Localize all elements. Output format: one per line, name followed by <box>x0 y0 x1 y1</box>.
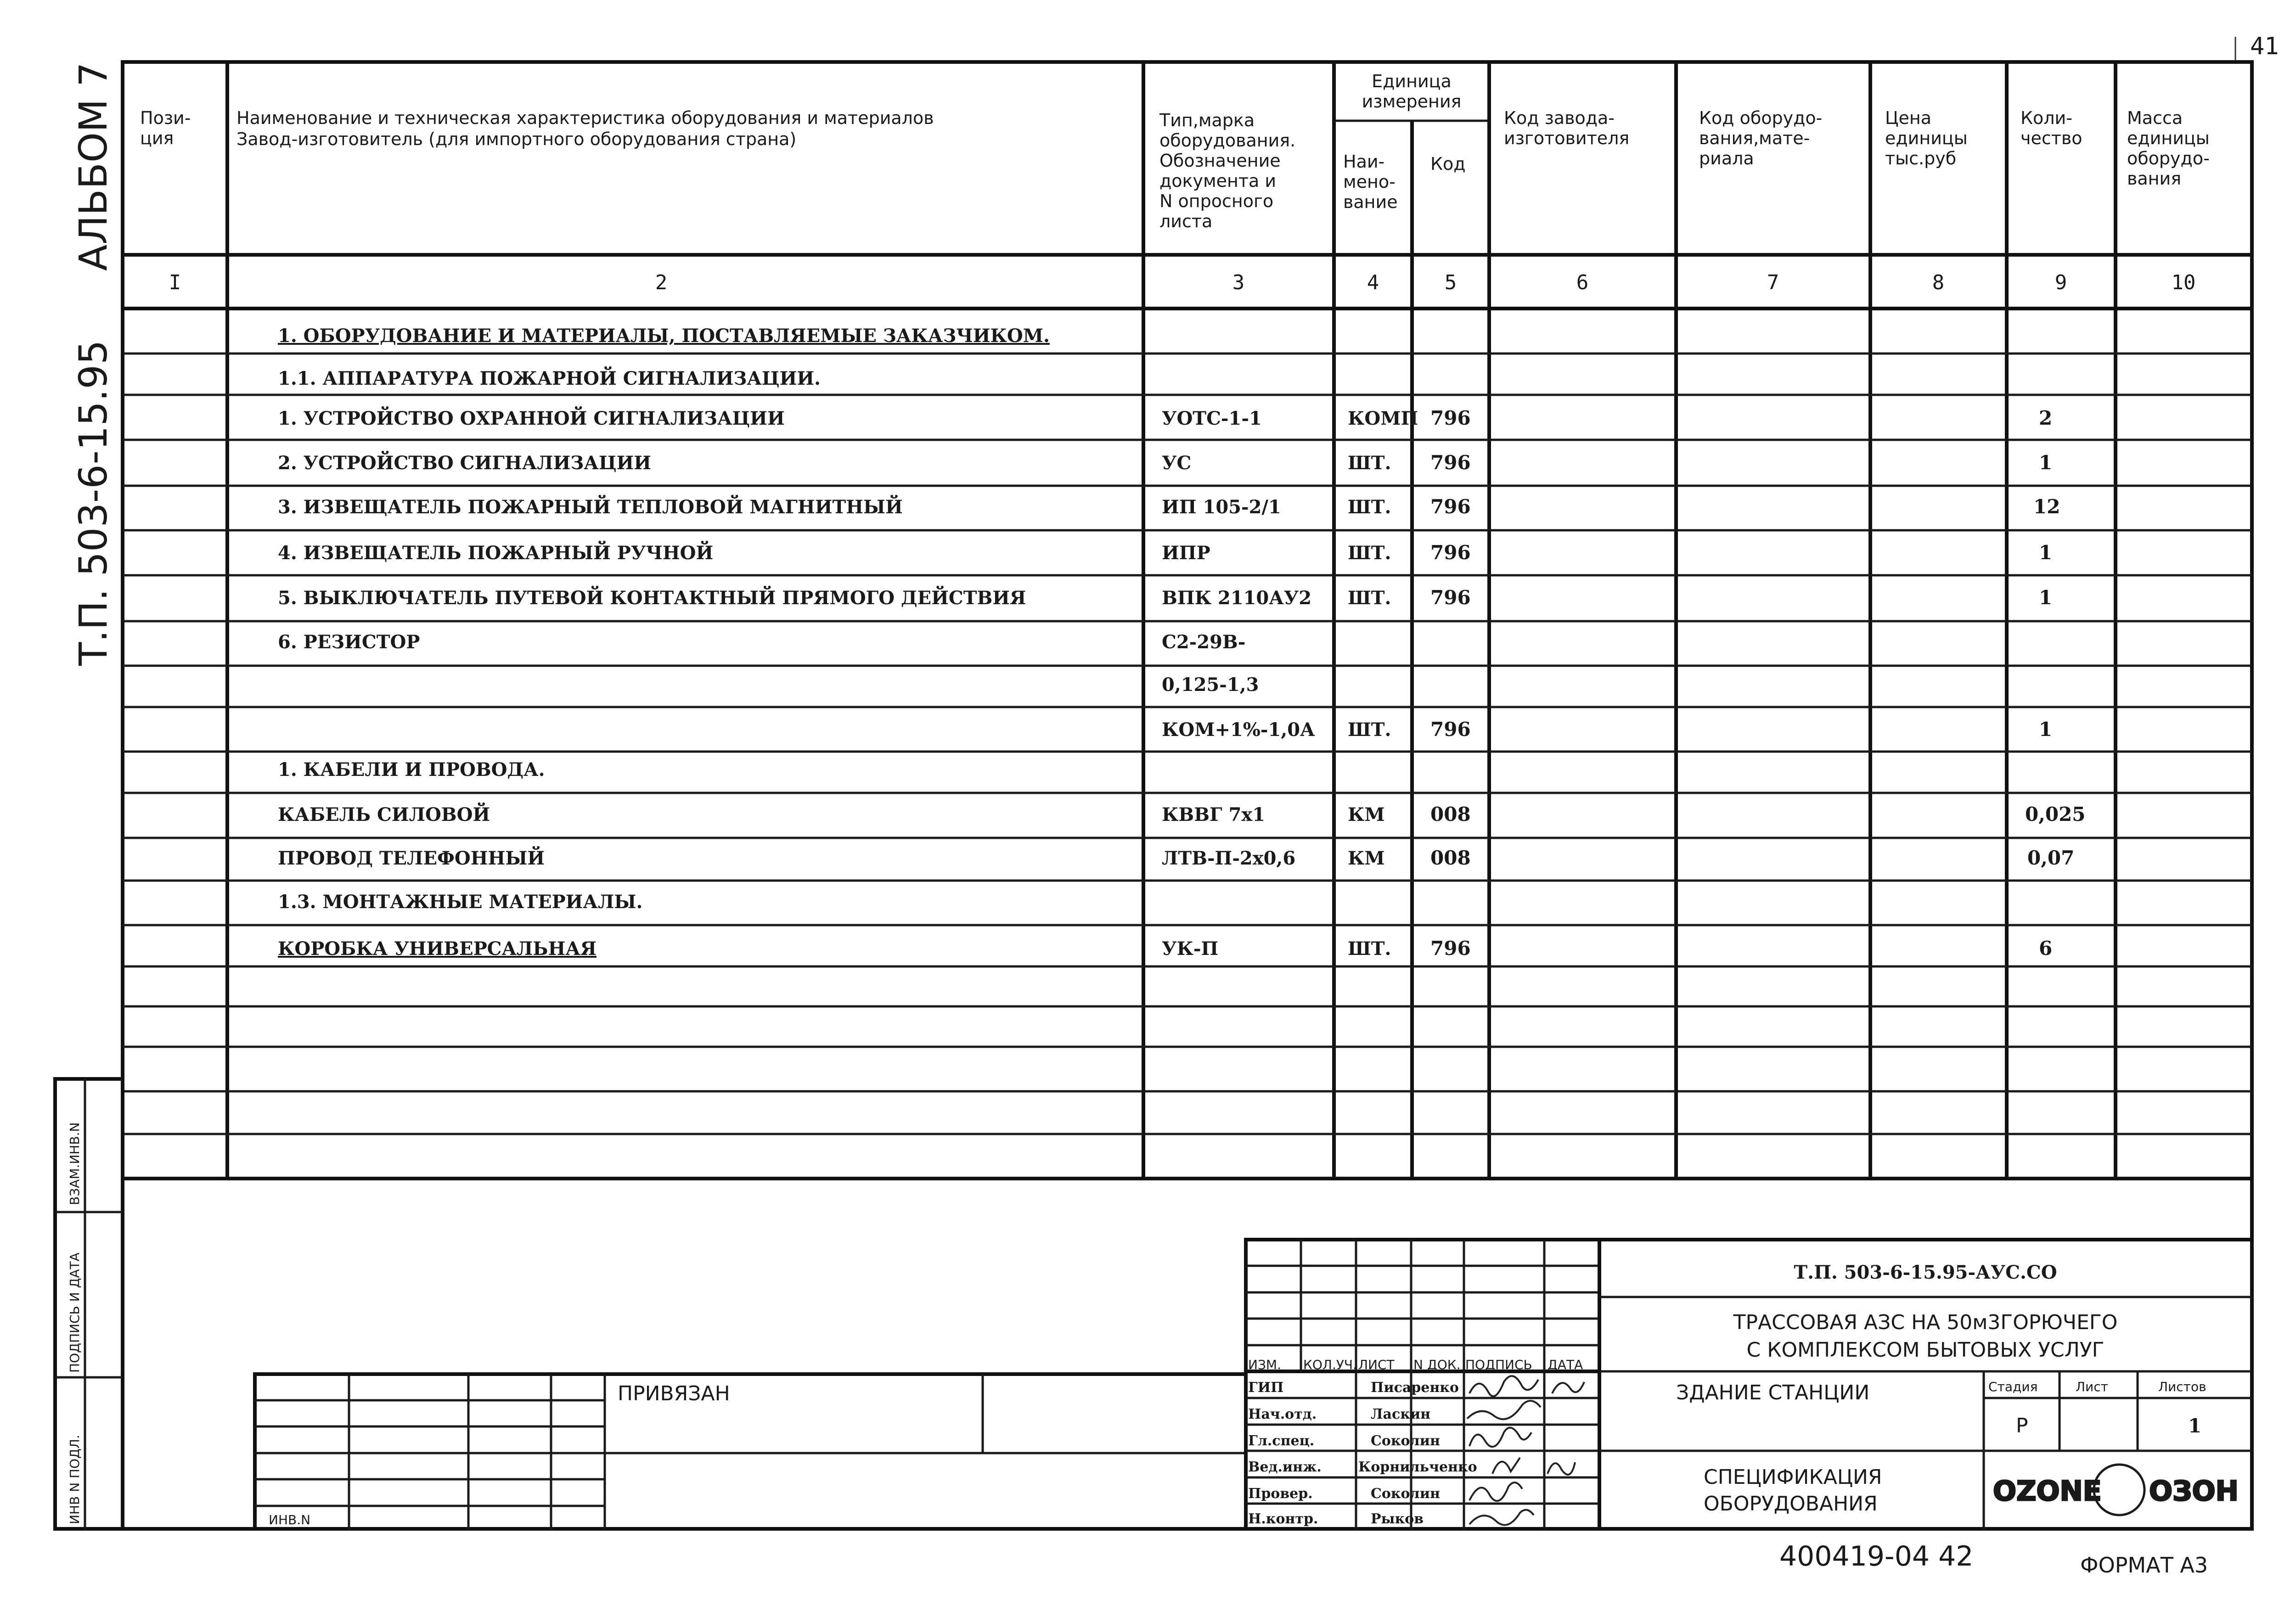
table-row <box>278 366 821 389</box>
building-name: ЗДАНИЕ СТАНЦИИ <box>1676 1381 1870 1404</box>
row-name: КАБЕЛЬ СИЛОВОЙ <box>278 804 490 825</box>
logo-left-text: OZONE <box>1993 1475 2102 1507</box>
logo-right-text: ОЗОН <box>2149 1475 2239 1507</box>
person-1: Писаренко <box>1371 1380 1459 1396</box>
table-header <box>140 71 2210 231</box>
stamp-podpis-data: ПОДПИСЬ И ДАТА <box>67 1252 82 1373</box>
col-label-list: ЛИСТ <box>1358 1357 1395 1372</box>
colnum-9: 9 <box>2054 271 2067 294</box>
col-label-kol-uch: КОЛ.УЧ. <box>1303 1357 1357 1372</box>
col-label-n-dok: N ДОК. <box>1413 1357 1461 1372</box>
role-prover: Провер. <box>1248 1486 1313 1502</box>
table-row <box>1162 718 2052 741</box>
header-unit-name: Наи-мено-вание <box>1343 152 1398 212</box>
signature-5 <box>1469 1482 1522 1501</box>
row-qty: 1 <box>2039 541 2053 564</box>
binding-block <box>255 1374 1246 1529</box>
role-gl-spec: Гл.спец. <box>1248 1433 1315 1449</box>
doc-name-line-1: СПЕЦИФИКАЦИЯ <box>1704 1465 1882 1489</box>
project-title-line-1: ТРАССОВАЯ АЗС НА 50м3ГОРЮЧЕГО <box>1733 1311 2118 1334</box>
sheet-number: 41 <box>2250 33 2279 60</box>
role-ved-inzh: Вед.инж. <box>1248 1459 1322 1475</box>
colnum-5: 5 <box>1444 271 1457 294</box>
row-type: ИПР <box>1162 542 1210 564</box>
person-3: Соколин <box>1371 1433 1440 1449</box>
stage-value: Р <box>2016 1414 2028 1437</box>
stamp-vzam-inv: ВЗАМ.ИНВ.N <box>67 1122 82 1205</box>
header-mass: Масса единицы оборудо-вания <box>2127 108 2210 189</box>
header-name: Наименование и техническая характеристика оборудования и материалов Завод-изготовитель (для импортного оборудования страна) <box>236 108 934 149</box>
row-name: 1. КАБЕЛИ И ПРОВОДА. <box>278 759 545 780</box>
row-name: 6. РЕЗИСТОР <box>278 631 420 653</box>
row-code: 796 <box>1430 937 1471 960</box>
row-code: 796 <box>1430 541 1471 564</box>
header-unit-code: Код <box>1430 154 1466 174</box>
side-title: Т.П. 503-6-15.95 <box>71 340 116 666</box>
colnum-7: 7 <box>1767 271 1779 294</box>
project-title-line-2: С КОМПЛЕКСОМ БЫТОВЫХ УСЛУГ <box>1746 1338 2105 1362</box>
row-code: 796 <box>1430 586 1471 609</box>
header-equip-code: Код оборудо-вания,мате-риала <box>1699 108 1823 168</box>
row-type: 0,125-1,3 <box>1162 674 1259 696</box>
table-row <box>278 803 2086 825</box>
header-type: Тип,марка оборудования. Обозначение документа и N опросного листа <box>1159 110 1296 231</box>
row-code: 796 <box>1430 718 1471 741</box>
colnum-2: 2 <box>655 271 668 294</box>
table-row <box>278 631 1245 653</box>
header-maker-code: Код завода-изготовителя <box>1504 108 1630 148</box>
stamp-inv-podl: ИНВ N ПОДЛ. <box>67 1435 82 1524</box>
table-row <box>278 451 2052 474</box>
signature-2 <box>1467 1401 1541 1419</box>
row-unit: КОМП <box>1348 408 1418 429</box>
row-name: 1. ОБОРУДОВАНИЕ И МАТЕРИАЛЫ, ПОСТАВЛЯЕМЫЕ ЗАКАЗЧИКОМ. <box>278 325 1050 347</box>
row-qty: 1 <box>2039 718 2053 741</box>
header-price: Цена единицы тыс.руб <box>1885 108 1968 168</box>
row-code: 796 <box>1430 407 1471 429</box>
table-row <box>278 586 2052 609</box>
table-row <box>278 937 2052 960</box>
row-unit: ШТ. <box>1348 938 1391 960</box>
left-stamp <box>55 1079 123 1529</box>
sheets-label: Листов <box>2158 1379 2206 1394</box>
row-unit: ШТ. <box>1348 452 1391 474</box>
format-label: ФОРМАТ А3 <box>2080 1553 2208 1578</box>
person-5: Соколин <box>1371 1486 1440 1502</box>
bottom-handwriting: 400419-04 42 <box>1779 1540 1974 1572</box>
header-pos: Пози-ция <box>140 108 191 148</box>
row-type: КВВГ 7х1 <box>1162 804 1266 825</box>
ozone-logo <box>1993 1465 2239 1515</box>
doc-name-line-2: ОБОРУДОВАНИЯ <box>1704 1492 1878 1516</box>
row-unit: КМ <box>1348 804 1385 825</box>
row-name: ПРОВОД ТЕЛЕФОННЫЙ <box>278 848 545 869</box>
row-name: 2. УСТРОЙСТВО СИГНАЛИЗАЦИИ <box>278 452 652 474</box>
colnum-10: 10 <box>2171 271 2196 294</box>
signature-4 <box>1492 1458 1575 1475</box>
row-unit: ШТ. <box>1348 587 1391 609</box>
table-row <box>278 406 2052 429</box>
row-qty: 6 <box>2039 937 2053 960</box>
inv-n-label: ИНВ.N <box>269 1512 311 1527</box>
row-name: 1.1. АППАРАТУРА ПОЖАРНОЙ СИГНАЛИЗАЦИИ. <box>278 368 821 389</box>
row-code: 008 <box>1430 847 1471 869</box>
row-name: КОРОБКА УНИВЕРСАЛЬНАЯ <box>278 938 597 960</box>
person-6: Рыков <box>1371 1511 1424 1527</box>
row-name: 1. УСТРОЙСТВО ОХРАННОЙ СИГНАЛИЗАЦИИ <box>278 408 785 429</box>
colnum-8: 8 <box>1932 271 1945 294</box>
row-type: С2-29В- <box>1162 631 1246 653</box>
role-nach-otd: Нач.отд. <box>1248 1406 1317 1422</box>
table-row <box>278 891 642 913</box>
row-name: 5. ВЫКЛЮЧАТЕЛЬ ПУТЕВОЙ КОНТАКТНЫЙ ПРЯМОГО ДЕЙСТВИЯ <box>278 587 1026 609</box>
row-qty: 1 <box>2039 586 2053 609</box>
doc-code: Т.П. 503-6-15.95-АУС.СО <box>1794 1262 2057 1283</box>
colnum-1: I <box>169 271 181 294</box>
row-code: 008 <box>1430 803 1471 825</box>
row-type: УОТС-1-1 <box>1162 408 1262 429</box>
person-2: Ласкин <box>1371 1406 1431 1422</box>
table-row <box>278 325 1050 347</box>
header-qty: Коли-чество <box>2020 108 2082 148</box>
row-type: УС <box>1162 452 1192 474</box>
colnum-4: 4 <box>1367 271 1379 294</box>
row-qty: 12 <box>2033 495 2060 518</box>
stage-label: Стадия <box>1988 1379 2038 1394</box>
row-type: УК-П <box>1162 938 1219 960</box>
table-row <box>278 846 2074 869</box>
colnum-3: 3 <box>1232 271 1245 294</box>
col-label-podpis: ПОДПИСЬ <box>1465 1357 1532 1372</box>
person-4: Корнильченко <box>1358 1459 1477 1475</box>
header-unit-group: Единица измерения <box>1362 71 1462 112</box>
row-unit: КМ <box>1348 848 1385 869</box>
row-type: ВПК 2110АУ2 <box>1162 587 1312 609</box>
row-name: 3. ИЗВЕЩАТЕЛЬ ПОЖАРНЫЙ ТЕПЛОВОЙ МАГНИТНЫЙ <box>278 496 903 518</box>
signature-3 <box>1469 1428 1531 1447</box>
table-body <box>278 325 2086 960</box>
row-qty: 1 <box>2039 451 2053 474</box>
side-album: АЛЬБОМ 7 <box>71 62 116 271</box>
column-numbers <box>169 271 2196 294</box>
role-n-kontr: Н.контр. <box>1248 1511 1318 1527</box>
role-gip: ГИП <box>1248 1380 1284 1396</box>
table-row <box>278 541 2052 564</box>
col-label-izm: ИЗМ. <box>1248 1357 1281 1372</box>
row-unit: ШТ. <box>1348 542 1391 564</box>
row-name: 4. ИЗВЕЩАТЕЛЬ ПОЖАРНЫЙ РУЧНОЙ <box>278 542 714 564</box>
colnum-6: 6 <box>1576 271 1589 294</box>
title-block <box>1246 1240 2252 1529</box>
sheet-label: Лист <box>2076 1379 2108 1394</box>
table-row <box>278 759 545 780</box>
row-unit: ШТ. <box>1348 719 1391 741</box>
row-qty: 2 <box>2039 407 2053 429</box>
row-type: КОМ+1%-1,0А <box>1162 719 1315 741</box>
table-row <box>278 495 2060 518</box>
row-qty: 0,07 <box>2027 847 2075 869</box>
row-type: ИП 105-2/1 <box>1162 496 1281 518</box>
sheets-value: 1 <box>2188 1415 2202 1437</box>
signature-1 <box>1469 1376 1584 1396</box>
row-code: 796 <box>1430 451 1471 474</box>
row-name: 1.3. МОНТАЖНЫЕ МАТЕРИАЛЫ. <box>278 891 643 913</box>
table-row <box>1162 674 1259 696</box>
privyazan-label: ПРИВЯЗАН <box>618 1382 730 1405</box>
col-label-data: ДАТА <box>1548 1357 1583 1372</box>
row-code: 796 <box>1430 495 1471 518</box>
row-type: ЛТВ-П-2х0,6 <box>1162 848 1296 869</box>
row-qty: 0,025 <box>2025 803 2086 825</box>
row-unit: ШТ. <box>1348 496 1391 518</box>
signature-6 <box>1469 1510 1534 1525</box>
